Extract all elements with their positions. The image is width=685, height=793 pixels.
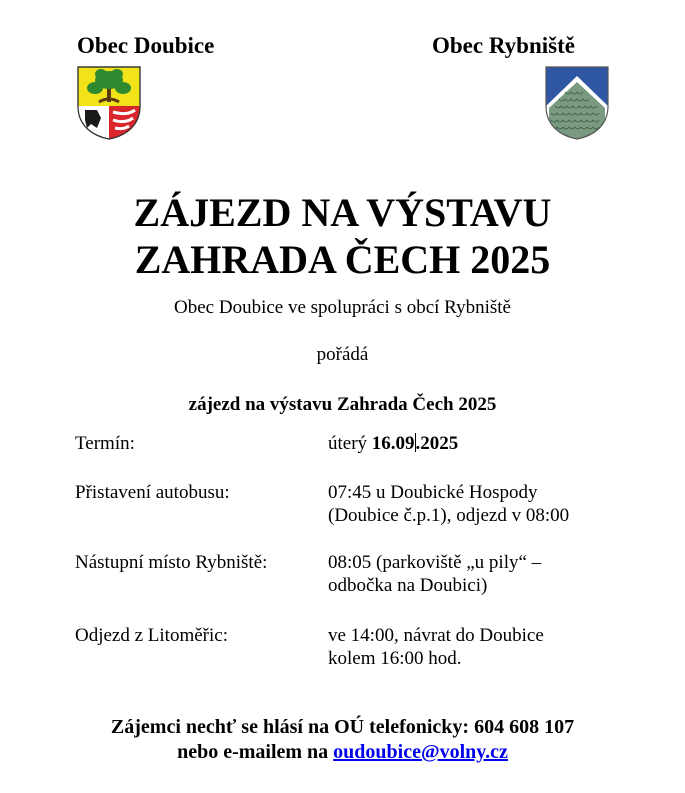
contact-email-line — [0, 741, 685, 764]
stop-line-2: odbočka na Doubici) — [328, 575, 488, 596]
stop-label: Nástupní místo Rybniště: — [75, 552, 268, 573]
stop-line-1: 08:05 (parkoviště „u pily“ – — [328, 552, 542, 573]
rybniste-coat-of-arms-icon — [545, 66, 609, 140]
return-value — [328, 624, 658, 670]
bus-line-1: 07:45 u Doubické Hospody — [328, 482, 538, 503]
intro-text: Obec Doubice ve spolupráci s obcí Rybniště — [174, 297, 511, 318]
term-date-day-month: 16.09 — [371, 433, 415, 454]
return-label: Odjezd z Litoměřic: — [75, 625, 228, 646]
event-subtitle: zájezd na výstavu Zahrada Čech 2025 — [188, 394, 497, 415]
return-line-2: kolem 16:00 hod. — [328, 648, 462, 669]
return-line-1: ve 14:00, návrat do Doubice — [328, 625, 544, 646]
contact-phone-line: Zájemci nechť se hlásí na OÚ telefonicky: 604 608 107 — [110, 716, 575, 738]
bus-label: Přistavení autobusu: — [75, 482, 230, 503]
municipality-doubice-heading: Obec Doubice — [77, 33, 215, 58]
stop-value — [328, 551, 658, 597]
poster-title-line-1: ZÁJEZD NA VÝSTAVU — [133, 190, 552, 235]
bus-value — [328, 481, 658, 527]
email-link[interactable]: oudoubice@volny.cz — [333, 741, 508, 763]
contact-email-prefix: nebo e-mailem na — [177, 741, 334, 763]
organizes-text: pořádá — [316, 344, 369, 365]
term-day: úterý — [328, 433, 368, 454]
municipality-rybniste-heading: Obec Rybniště — [432, 33, 575, 58]
poster-title-line-2: ZAHRADA ČECH 2025 — [134, 237, 551, 282]
term-value — [328, 432, 658, 455]
term-label: Termín: — [75, 433, 135, 454]
term-date-year: .2025 — [415, 433, 459, 454]
doubice-coat-of-arms-icon — [77, 66, 141, 140]
bus-line-2: (Doubice č.p.1), odjezd v 08:00 — [328, 505, 570, 526]
